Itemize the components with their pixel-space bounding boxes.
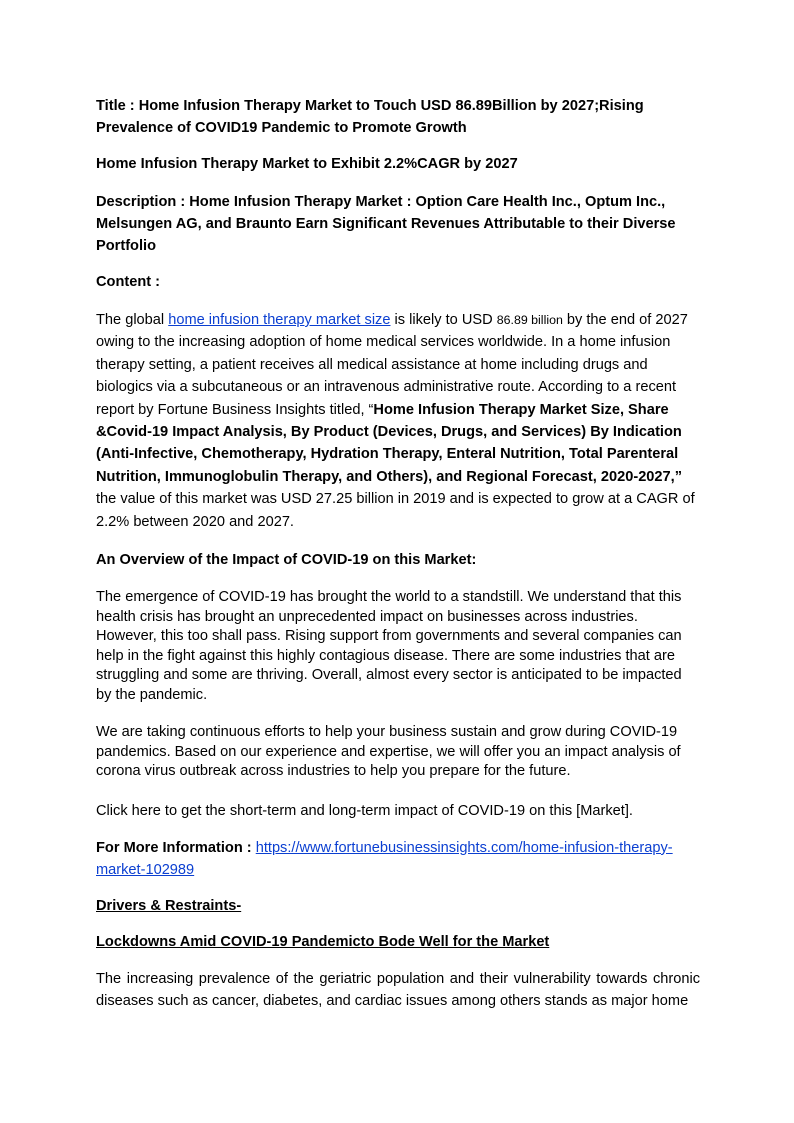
click-here-paragraph[interactable]: Click here to get the short-term and long-term impact of COVID-19 on this [Market].	[96, 802, 633, 819]
more-info-link[interactable]: https://www.fortunebusinessinsights.com/home-infusion-therapy-market-102989	[96, 839, 673, 878]
covid-paragraph-1: The emergence of COVID-19 has brought the world to a standstill. We understand that this health crisis has brought an unprecedented impact on businesses across industries. However, this too shall pass. Rising support from governments and several companies can help in the fight against this highly contagious disease. There are some industries that are struggling and some are thriving. Overall, almost every sector is anticipated to be impacted by the pandemic.	[96, 589, 682, 703]
intro-text-2: is likely to USD	[390, 312, 497, 328]
intro-text-4: the value of this market was USD 27.25 billion in 2019 and is expected to grow at a CAGR of 2.2% between 2020 and 2027.	[96, 491, 695, 530]
intro-amount: 86.89 billion	[496, 313, 563, 327]
title-label: Title :	[96, 98, 139, 114]
title-text: Home Infusion Therapy Market to Touch USD 86.89Billion by 2027;Rising Prevalence of COVID19 Pandemic to Promote Growth	[96, 98, 644, 136]
document-subtitle: Home Infusion Therapy Market to Exhibit 2.2%CAGR by 2027	[96, 156, 518, 172]
document-title	[96, 95, 700, 139]
intro-text-3: by the end of 2027 owing to the increasing adoption of home medical services worldwide. In a home infusion therapy setting, a patient receives all medical assistance at home including drugs and biologics via a subcutaneous or an intravenous administrative route. According to a recent report by Fortune Business Insights titled, “	[96, 312, 688, 418]
covid-heading: An Overview of the Impact of COVID-19 on this Market:	[96, 552, 477, 569]
market-size-link[interactable]: home infusion therapy market size	[168, 312, 391, 328]
drivers-heading: Drivers & Restraints-	[96, 897, 242, 914]
document-description	[96, 191, 700, 257]
more-information	[96, 837, 700, 881]
covid-paragraph-2: We are taking continuous efforts to help your business sustain and grow during COVID-19 pandemics. Based on our experience and expertise, we will offer you an impact analysis of corona virus outbreak across industries to help you prepare for the future.	[96, 724, 681, 780]
final-paragraph: The increasing prevalence of the geriatric population and their vulnerability towards chronic diseases such as cancer, diabetes, and cardiac issues among others stands as major home	[96, 970, 700, 1010]
intro-paragraph	[96, 309, 700, 533]
report-title: Home Infusion Therapy Market Size, Share &Covid-19 Impact Analysis, By Product (Devices, Drugs, and Services) By Indication (Anti-Infective, Chemotherapy, Hydration Therapy, Enteral Nutrition, Total Parenteral Nutrition, Immunoglobulin Therapy, and Others), and Regional Forecast, 2020-2027,”	[96, 401, 683, 485]
more-info-label: For More Information :	[96, 839, 256, 856]
intro-text-1: The global	[96, 312, 169, 328]
description-text: Home Infusion Therapy Market : Option Care Health Inc., Optum Inc., Melsungen AG, and Braunto Earn Significant Revenues Attributable to their Diverse Portfolio	[96, 194, 676, 254]
lockdowns-heading: Lockdowns Amid COVID-19 Pandemicto Bode Well for the Market	[96, 933, 550, 950]
document-page	[96, 95, 700, 1013]
description-label: Description :	[96, 194, 190, 210]
content-label: Content :	[96, 274, 161, 290]
